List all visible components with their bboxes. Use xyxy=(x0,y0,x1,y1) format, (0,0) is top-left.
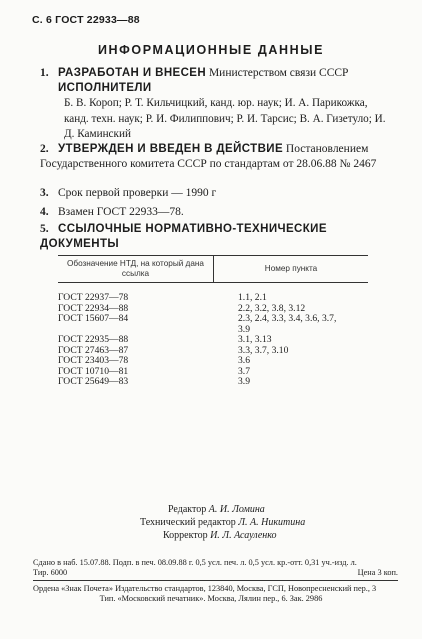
editor-role: Технический редактор xyxy=(140,517,236,528)
table-row xyxy=(58,356,368,367)
section-approved xyxy=(40,142,392,172)
section-text: Срок первой проверки — 1990 г xyxy=(58,187,217,199)
section-text: Постановлением Государственного комитета СССР по стандартам от 28.06.88 № 2467 xyxy=(40,143,377,170)
table-row xyxy=(58,293,368,304)
colophon-print-data: Сдано в наб. 15.07.88. Подп. в печ. 08.09.88 г. 0,5 усл. печ. л. 0,5 усл. кр.-отт. 0,31 уч.-изд. л. xyxy=(33,558,357,567)
table-row xyxy=(58,335,368,346)
references-table xyxy=(58,255,368,388)
section-number: 5. xyxy=(40,223,49,235)
section-references xyxy=(40,222,400,252)
section-number: 4. xyxy=(40,206,49,218)
section-lead: РАЗРАБОТАН И ВНЕСЕН xyxy=(58,67,207,79)
table-header xyxy=(58,255,368,283)
row-doc: ГОСТ 25649—83 xyxy=(58,376,129,387)
section-number: 3. xyxy=(40,187,49,199)
table-body xyxy=(58,283,368,388)
executors-label: ИСПОЛНИТЕЛИ xyxy=(58,82,152,94)
row-points: 3.6 xyxy=(238,355,250,366)
section-lead: ССЫЛОЧНЫЕ НОРМАТИВНО-ТЕХНИЧЕСКИЕ ДОКУМЕНТЫ xyxy=(40,223,327,250)
row-points: 3.3, 3.7, 3.10 xyxy=(238,344,289,356)
row-points: 3.1, 3.13 xyxy=(238,334,272,345)
table-row xyxy=(58,377,368,388)
row-points: 1.1, 2.1 xyxy=(238,292,267,303)
row-doc: ГОСТ 15607—84 xyxy=(58,313,129,324)
editor-line xyxy=(168,503,265,516)
section-text: Взамен ГОСТ 22933—78. xyxy=(58,206,184,218)
section-number: 1. xyxy=(40,67,49,79)
row-points: 3.9 xyxy=(238,376,250,387)
section-lead: УТВЕРЖДЕН И ВВЕДЕН В ДЕЙСТВИЕ xyxy=(58,143,284,155)
row-doc: ГОСТ 23403—78 xyxy=(58,355,129,366)
editor-role: Редактор xyxy=(168,504,207,515)
publisher-line: Ордена «Знак Почета» Издательство стандартов, 123840, Москва, ГСП, Новопресненский пер., 3 xyxy=(33,584,377,593)
section-replaces xyxy=(40,205,184,220)
section-text: Министерством связи СССР xyxy=(208,67,349,79)
page-header: С. 6 ГОСТ 22933—88 xyxy=(32,14,140,26)
editor-name: А. И. Ломина xyxy=(208,504,265,515)
row-points: 2.3, 2.4, 3.3, 3.4, 3.6, 3.7, 3.9 xyxy=(238,313,337,335)
section-developed xyxy=(40,66,400,81)
row-doc: ГОСТ 10710—81 xyxy=(58,365,129,377)
editor-role: Корректор xyxy=(163,530,208,541)
section-number: 2. xyxy=(40,143,49,155)
colophon-circulation xyxy=(33,568,398,578)
price: Цена 3 коп. xyxy=(357,568,398,577)
row-points: 3.7 xyxy=(238,365,250,377)
editor-name: И. Л. Асауленко xyxy=(210,530,277,541)
row-doc: ГОСТ 22935—88 xyxy=(58,334,129,345)
corrector-line xyxy=(163,529,277,542)
circulation: Тир. 6000 xyxy=(33,568,68,577)
section-review-date xyxy=(40,186,216,201)
editor-name: Л. А. Никитина xyxy=(238,517,306,528)
authors-list: Б. В. Корoп; Р. Т. Кильчицкий, канд. юр. наук; И. А. Парикожка, канд. техн. наук; Р. И. Филиппович; Р. И. Тарсис; В. А. Гизетуло; И. Д. Каминский xyxy=(64,97,386,140)
row-points: 2.2, 3.2, 3.8, 3.12 xyxy=(238,302,306,314)
row-doc: ГОСТ 27463—87 xyxy=(58,344,129,356)
info-title: ИНФОРМАЦИОННЫЕ ДАННЫЕ xyxy=(97,43,325,57)
table-header-doc: Обозначение НТД, на который дана ссылка xyxy=(58,256,214,282)
tech-editor-line xyxy=(140,516,305,529)
row-doc: ГОСТ 22934—88 xyxy=(58,302,129,314)
divider-rule xyxy=(33,580,398,581)
table-row xyxy=(58,314,368,335)
table-header-points: Номер пункта xyxy=(264,264,318,273)
row-doc: ГОСТ 22937—78 xyxy=(58,292,129,303)
printer-line: Тип. «Московский печатник». Москва, Лялин пер., 6. Зак. 2986 xyxy=(99,594,323,603)
